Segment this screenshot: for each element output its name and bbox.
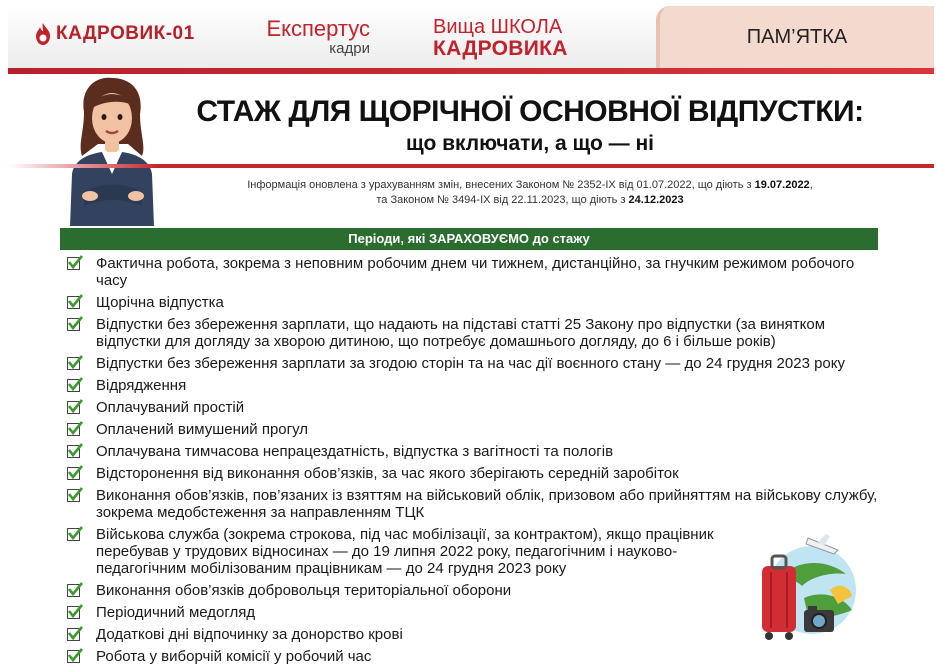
page-subtitle: що включати, а що — ні [406,132,654,155]
kadrovyk-logo-text: КАДРОВИК-01 [56,23,195,44]
list-item [66,255,886,289]
checkbox-checked-icon [66,626,84,644]
list-item-text: Відрядження [96,377,187,394]
travel-suitcase-icon [742,520,862,650]
list-item-text: Оплачуваний простій [96,399,245,416]
list-item [66,487,886,521]
checkbox-checked-icon [66,255,84,273]
list-item [66,526,746,577]
list-item [66,355,886,372]
list-item [66,465,886,482]
list-item-text: Щорічна відпустка [96,294,224,311]
checkbox-checked-icon [66,294,84,312]
school-logo[interactable] [433,16,568,60]
page-title: СТАЖ ДЛЯ ЩОРІЧНОЇ ОСНОВНОЇ ВІДПУСТКИ: [196,95,864,128]
update-info-line2: та Законом № 3494-IX від 22.11.2023, що діють з [376,194,626,206]
expertus-logo-sub: кадри [329,40,370,57]
list-item-text: Робота у виборчій комісії у робочий час [96,648,372,665]
list-item-text: Виконання обов’язків добровольця територіальної оборони [96,582,512,599]
kadrovyk-logo[interactable] [34,22,195,46]
checkbox-checked-icon [66,526,84,544]
list-item [66,443,886,460]
checkbox-checked-icon [66,465,84,483]
school-logo-line1: Вища ШКОЛА [433,16,563,38]
list-item-text: Оплачений вимушений прогул [96,421,309,438]
checkbox-checked-icon [66,582,84,600]
list-item [66,421,886,438]
list-item-text: Відпустки без збереження зарплати, що надають на підставі статті 25 Закону про відпустки (за винятком відпустки для догляду за хворою дитиною, що потребує домашнього догляду, до 6 і більше років) [96,316,826,350]
list-item [66,377,886,394]
list-item-text: Відсторонення від виконання обов’язків, за час якого зберігають середній заробіток [96,465,679,482]
update-info-date2: 24.12.2023 [628,194,684,206]
checkbox-checked-icon [66,421,84,439]
list-item-text: Виконання обов’язків, пов’язаних із взяттям на військовий облік, призовом або прийняттям на військову службу, зокрема медобстеження за направленням ТЦК [96,487,878,521]
list-item-text: Оплачувана тимчасова непрацездатність, відпустка з вагітності та пологів [96,443,614,460]
checkbox-checked-icon [66,648,84,666]
memo-tab[interactable] [656,6,934,68]
checkbox-checked-icon [66,443,84,461]
expertus-logo[interactable] [262,17,370,57]
checkbox-checked-icon [66,355,84,373]
title-divider [8,164,934,168]
list-item-text: Військова служба (зокрема строкова, під час мобілізації, за контрактом), якщо працівник перебував у трудових відносинах — до 19 липня 2022 року, педагогічним і науково-педагогічним мобілізованим працівникам — до 24 грудня 2023 року [96,526,714,577]
list-item-text: Відпустки без збереження зарплати за згодою сторін та на час дії воєнного стану — до 24 грудня 2023 року [96,355,846,372]
list-item [66,399,886,416]
checkbox-checked-icon [66,399,84,417]
woman-avatar-icon [62,74,162,226]
update-info-line1: Інформація оновлена з урахуванням змін, внесених Законом № 2352-IX від 01.07.2022, що діють з [247,179,752,191]
checkbox-checked-icon [66,487,84,505]
checkbox-checked-icon [66,377,84,395]
memo-tab-label: ПАМ’ЯТКА [746,26,848,48]
list-item [66,294,886,311]
list-item [66,648,886,665]
list-item-text: Додаткові дні відпочинку за донорство крові [96,626,403,643]
list-item-text: Періодичний медогляд [96,604,256,621]
update-info-date1: 19.07.2022 [754,179,810,191]
checkbox-checked-icon [66,604,84,622]
flame-icon [34,22,52,46]
expertus-logo-name: Експертус [266,16,370,41]
update-info: Інформація оновлена з урахуванням змін, внесених Законом № 2352-IX від 01.07.2022, що діють з 19.07.2022, та Законом № 3494-IX від 22.11.2023, що діють з 24.12.2023 [247,179,813,206]
list-item-text: Фактична робота, зокрема з неповним робочим днем чи тижнем, дистанційно, за гнучким режимом робочого часу [96,255,855,289]
checkbox-checked-icon [66,316,84,334]
section-header: Періоди, які ЗАРАХОВУЄМО до стажу [60,228,878,250]
school-logo-line2: КАДРОВИКА [433,37,568,60]
list-item [66,316,886,350]
